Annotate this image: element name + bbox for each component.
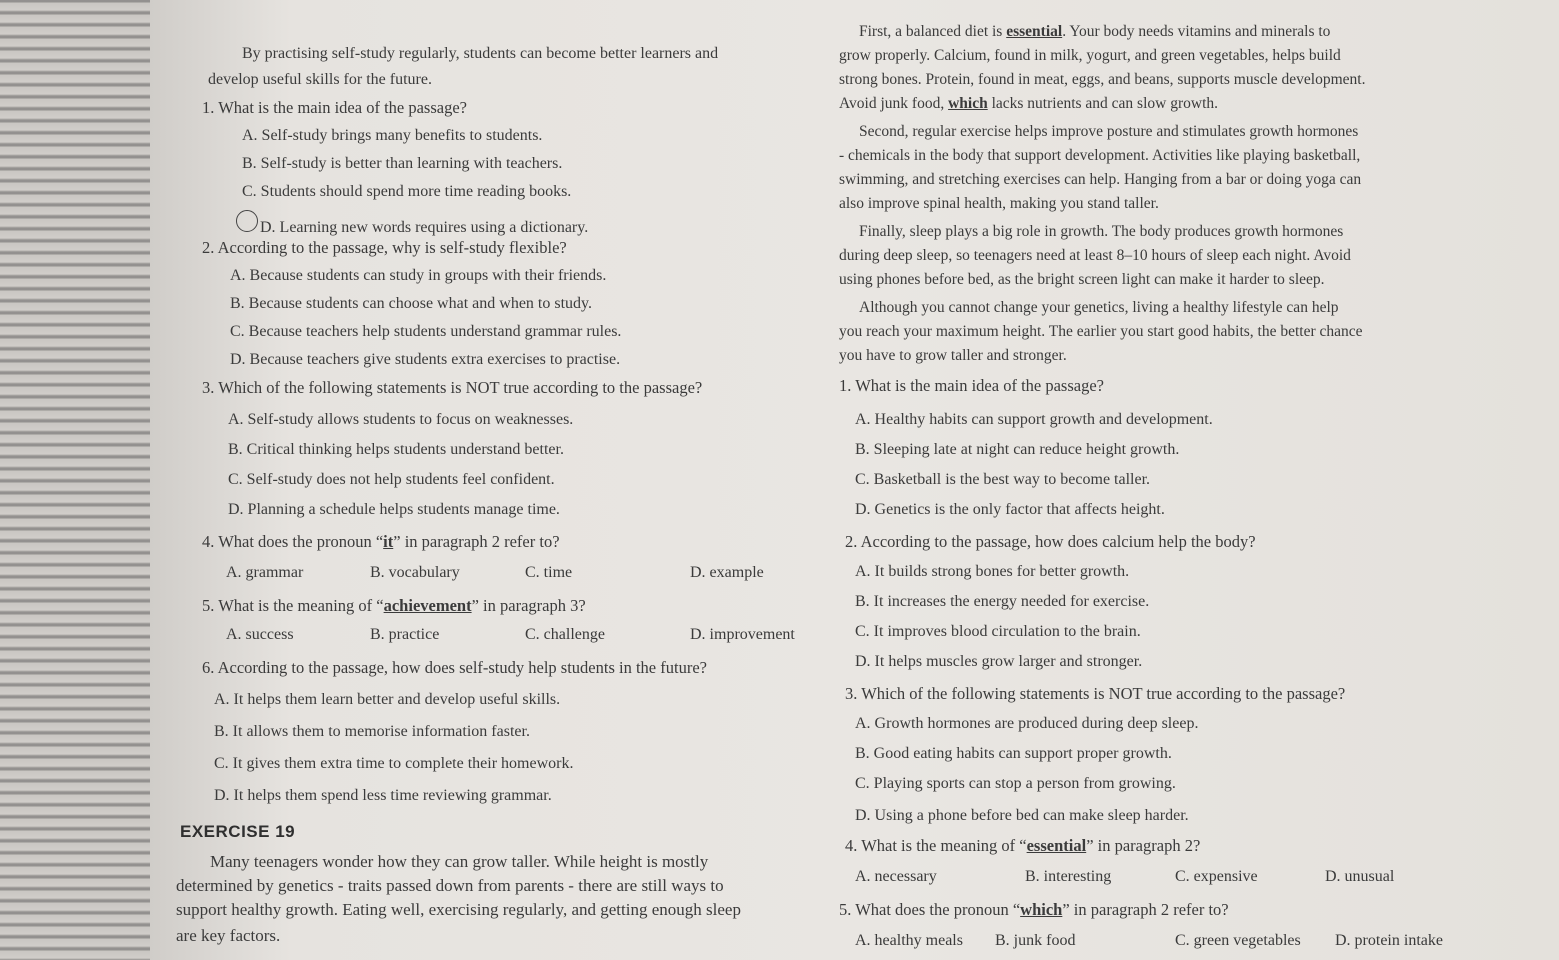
passage-p3-line: using phones before bed, as the bright screen light can make it harder to sleep. bbox=[839, 271, 1325, 288]
left-q3-stem: 3. Which of the following statements is NOT true according to the passage? bbox=[202, 378, 703, 397]
right-q2-option-c[interactable]: C. It improves blood circulation to the brain. bbox=[855, 623, 1141, 640]
left-q1-option-b[interactable]: B. Self-study is better than learning with teachers. bbox=[242, 155, 563, 172]
right-q5-option-b[interactable]: B. junk food bbox=[995, 932, 1076, 949]
right-q2-stem: 2. According to the passage, how does calcium help the body? bbox=[845, 532, 1256, 551]
right-q5-option-c[interactable]: C. green vegetables bbox=[1175, 932, 1301, 949]
right-q3-option-c[interactable]: C. Playing sports can stop a person from growing. bbox=[855, 775, 1176, 792]
passage-p1-line: Avoid junk food, which lacks nutrients and can slow growth. bbox=[839, 95, 1219, 112]
left-q5-stem: 5. What is the meaning of “achievement” in paragraph 3? bbox=[202, 596, 586, 615]
right-q3-option-b[interactable]: B. Good eating habits can support proper growth. bbox=[855, 745, 1172, 762]
passage-p2-line: Second, regular exercise helps improve posture and stimulates growth hormones bbox=[859, 123, 1359, 140]
left-q2-option-a[interactable]: A. Because students can study in groups with their friends. bbox=[230, 267, 607, 284]
intro-line: By practising self-study regularly, students can become better learners and bbox=[242, 45, 719, 62]
right-q4-option-c[interactable]: C. expensive bbox=[1175, 868, 1258, 885]
left-q1-stem: 1. What is the main idea of the passage? bbox=[202, 98, 467, 117]
passage-p1-line: strong bones. Protein, found in meat, eggs, and beans, supports muscle development. bbox=[839, 71, 1366, 88]
right-q5-option-d[interactable]: D. protein intake bbox=[1335, 932, 1443, 949]
passage-p4-line: Although you cannot change your genetics, living a healthy lifestyle can help bbox=[859, 299, 1339, 316]
right-q1-stem: 1. What is the main idea of the passage? bbox=[839, 376, 1104, 395]
left-q6-option-c[interactable]: C. It gives them extra time to complete their homework. bbox=[214, 755, 574, 772]
left-q6-option-b[interactable]: B. It allows them to memorise information faster. bbox=[214, 723, 530, 740]
book-page-edge bbox=[0, 0, 175, 960]
right-q4-option-b[interactable]: B. interesting bbox=[1025, 868, 1112, 885]
exercise-text-line: determined by genetics - traits passed down from parents - there are still ways to bbox=[176, 876, 724, 895]
left-q2-option-d[interactable]: D. Because teachers give students extra exercises to practise. bbox=[230, 351, 621, 368]
passage-p1-line: grow properly. Calcium, found in milk, yogurt, and green vegetables, helps build bbox=[839, 47, 1341, 64]
passage-p2-line: swimming, and stretching exercises can help. Hanging from a bar or doing yoga can bbox=[839, 171, 1362, 188]
left-q5-option-c[interactable]: C. challenge bbox=[525, 626, 605, 643]
left-q3-option-d[interactable]: D. Planning a schedule helps students manage time. bbox=[228, 501, 560, 518]
exercise-text-line: support healthy growth. Eating well, exercising regularly, and getting enough sleep bbox=[176, 900, 741, 919]
exercise-title: EXERCISE 19 bbox=[180, 822, 296, 841]
left-q2-option-b[interactable]: B. Because students can choose what and when to study. bbox=[230, 295, 592, 312]
left-q5-option-b[interactable]: B. practice bbox=[370, 626, 440, 643]
passage-p2-line: also improve spinal health, making you stand taller. bbox=[839, 195, 1159, 212]
left-q2-stem: 2. According to the passage, why is self-study flexible? bbox=[202, 238, 567, 257]
right-q2-option-b[interactable]: B. It increases the energy needed for exercise. bbox=[855, 593, 1150, 610]
left-q5-option-a[interactable]: A. success bbox=[226, 626, 294, 643]
right-q3-stem: 3. Which of the following statements is NOT true according to the passage? bbox=[845, 684, 1346, 703]
left-q4-option-d[interactable]: D. example bbox=[690, 564, 764, 581]
right-q1-option-a[interactable]: A. Healthy habits can support growth and development. bbox=[855, 411, 1213, 428]
answer-circle-mark bbox=[236, 210, 258, 232]
left-q4-stem: 4. What does the pronoun “it” in paragraph 2 refer to? bbox=[202, 532, 560, 551]
passage-p1-line: First, a balanced diet is essential. Your body needs vitamins and minerals to bbox=[859, 23, 1331, 40]
right-q1-option-d[interactable]: D. Genetics is the only factor that affects height. bbox=[855, 501, 1165, 518]
passage-p4-line: you reach your maximum height. The earlier you start good habits, the better chance bbox=[839, 323, 1363, 340]
right-q4-stem: 4. What is the meaning of “essential” in paragraph 2? bbox=[845, 836, 1201, 855]
right-q4-option-d[interactable]: D. unusual bbox=[1325, 868, 1395, 885]
left-q6-option-a[interactable]: A. It helps them learn better and develop useful skills. bbox=[214, 691, 561, 708]
right-q3-option-a[interactable]: A. Growth hormones are produced during deep sleep. bbox=[855, 715, 1199, 732]
left-q4-option-b[interactable]: B. vocabulary bbox=[370, 564, 460, 581]
right-q2-option-d[interactable]: D. It helps muscles grow larger and stronger. bbox=[855, 653, 1143, 670]
left-q1-option-d[interactable]: D. Learning new words requires using a dictionary. bbox=[242, 210, 588, 238]
left-q4-option-c[interactable]: C. time bbox=[525, 564, 573, 581]
right-q5-option-a[interactable]: A. healthy meals bbox=[855, 932, 963, 949]
left-q4-option-a[interactable]: A. grammar bbox=[226, 564, 304, 581]
passage-p2-line: - chemicals in the body that support development. Activities like playing basketball, bbox=[839, 147, 1361, 164]
left-q1-option-a[interactable]: A. Self-study brings many benefits to students. bbox=[242, 127, 543, 144]
right-q4-option-a[interactable]: A. necessary bbox=[855, 868, 937, 885]
left-q3-option-c[interactable]: C. Self-study does not help students feel confident. bbox=[228, 471, 555, 488]
right-q2-option-a[interactable]: A. It builds strong bones for better growth. bbox=[855, 563, 1130, 580]
passage-p3-line: during deep sleep, so teenagers need at least 8–10 hours of sleep each night. Avoid bbox=[839, 247, 1351, 264]
passage-p3-line: Finally, sleep plays a big role in growth. The body produces growth hormones bbox=[859, 223, 1344, 240]
right-q1-option-b[interactable]: B. Sleeping late at night can reduce height growth. bbox=[855, 441, 1180, 458]
left-q5-option-d[interactable]: D. improvement bbox=[690, 626, 795, 643]
right-q1-option-c[interactable]: C. Basketball is the best way to become taller. bbox=[855, 471, 1151, 488]
right-q5-stem: 5. What does the pronoun “which” in paragraph 2 refer to? bbox=[839, 900, 1229, 919]
left-q1-option-c[interactable]: C. Students should spend more time reading books. bbox=[242, 183, 572, 200]
intro-line: develop useful skills for the future. bbox=[208, 71, 432, 88]
left-q3-option-b[interactable]: B. Critical thinking helps students understand better. bbox=[228, 441, 564, 458]
left-q6-stem: 6. According to the passage, how does self-study help students in the future? bbox=[202, 658, 707, 677]
left-q2-option-c[interactable]: C. Because teachers help students understand grammar rules. bbox=[230, 323, 622, 340]
left-q3-option-a[interactable]: A. Self-study allows students to focus on weaknesses. bbox=[228, 411, 574, 428]
exercise-text-line: Many teenagers wonder how they can grow taller. While height is mostly bbox=[210, 852, 709, 871]
left-q6-option-d[interactable]: D. It helps them spend less time reviewing grammar. bbox=[214, 787, 552, 804]
right-q3-option-d[interactable]: D. Using a phone before bed can make sleep harder. bbox=[855, 807, 1189, 824]
exercise-text-line: are key factors. bbox=[176, 926, 281, 945]
passage-p4-line: you have to grow taller and stronger. bbox=[839, 347, 1067, 364]
